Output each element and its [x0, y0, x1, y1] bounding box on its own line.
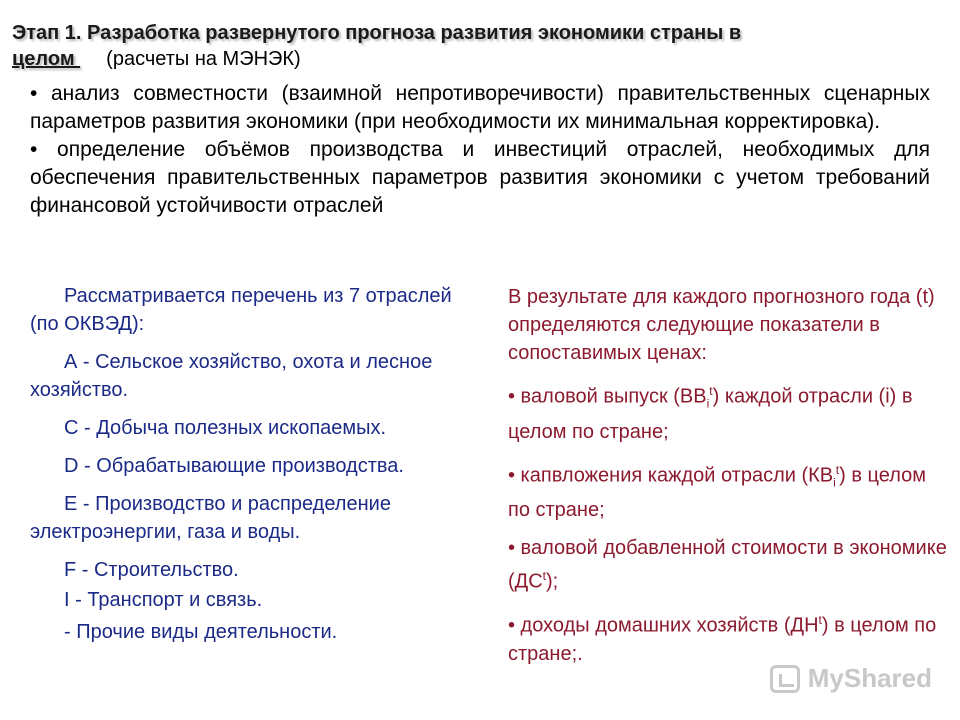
industries-intro: Рассматривается перечень из 7 отраслей (по ОКВЭД):: [30, 285, 452, 335]
industry-item: А - Сельское хозяйство, охота и лесное хозяйство.: [30, 351, 433, 401]
industries-list: [30, 282, 480, 656]
industry-item: - Прочие виды деятельности.: [64, 621, 338, 643]
indicator-capital-investment: • капвложения каждой отрасли $(КВ_i^t)$ в целом по стране;: [508, 462, 926, 522]
industry-item: Е - Производство и распределение электроэнергии, газа и воды.: [30, 493, 391, 543]
industry-item: F - Строительство.: [64, 559, 239, 581]
indicator-gross-output: • валовой выпуск $(ВВ_i^t)$ каждой отрасли (i) в целом по стране;: [508, 384, 913, 443]
bullet-analysis: • анализ совместности (взаимной непротиворечивости) правительственных сценарных параметров развития экономики (при необходимости их минимальная корректировка).: [30, 82, 930, 133]
task-bullets: [30, 80, 930, 220]
stage-note: (расчеты на МЭНЭК): [106, 48, 301, 70]
stage-title-line2: целом: [12, 48, 81, 70]
stage-title-line1: Этап 1. Разработка развернутого прогноза развития экономики страны в: [12, 22, 742, 44]
indicator-value-added: • валовой добавленной стоимости в экономике $(ДС^t)$;: [508, 537, 947, 593]
watermark-text: MyShared: [807, 663, 932, 693]
industry-item: I - Транспорт и связь.: [64, 589, 263, 611]
indicator-household-income: • доходы домашних хозяйств $(ДН^t)$ в целом по стране;.: [508, 612, 937, 665]
bullet-volumes: • определение объёмов производства и инвестиций отраслей, необходимых для обеспечения правительственных параметров развития экономики с учетом требований финансовой устойчивости отраслей: [30, 138, 930, 217]
slide-title: [12, 20, 912, 72]
industry-item: D - Обрабатывающие производства.: [64, 455, 404, 477]
watermark-logo: [770, 663, 932, 694]
industry-item: С - Добыча полезных ископаемых.: [64, 417, 387, 439]
indicators-intro: В результате для каждого прогнозного года (t) определяются следующие показатели в сопоставимых ценах:: [508, 286, 935, 364]
myshared-logo-icon: [770, 665, 800, 693]
indicators-list: [508, 283, 948, 678]
